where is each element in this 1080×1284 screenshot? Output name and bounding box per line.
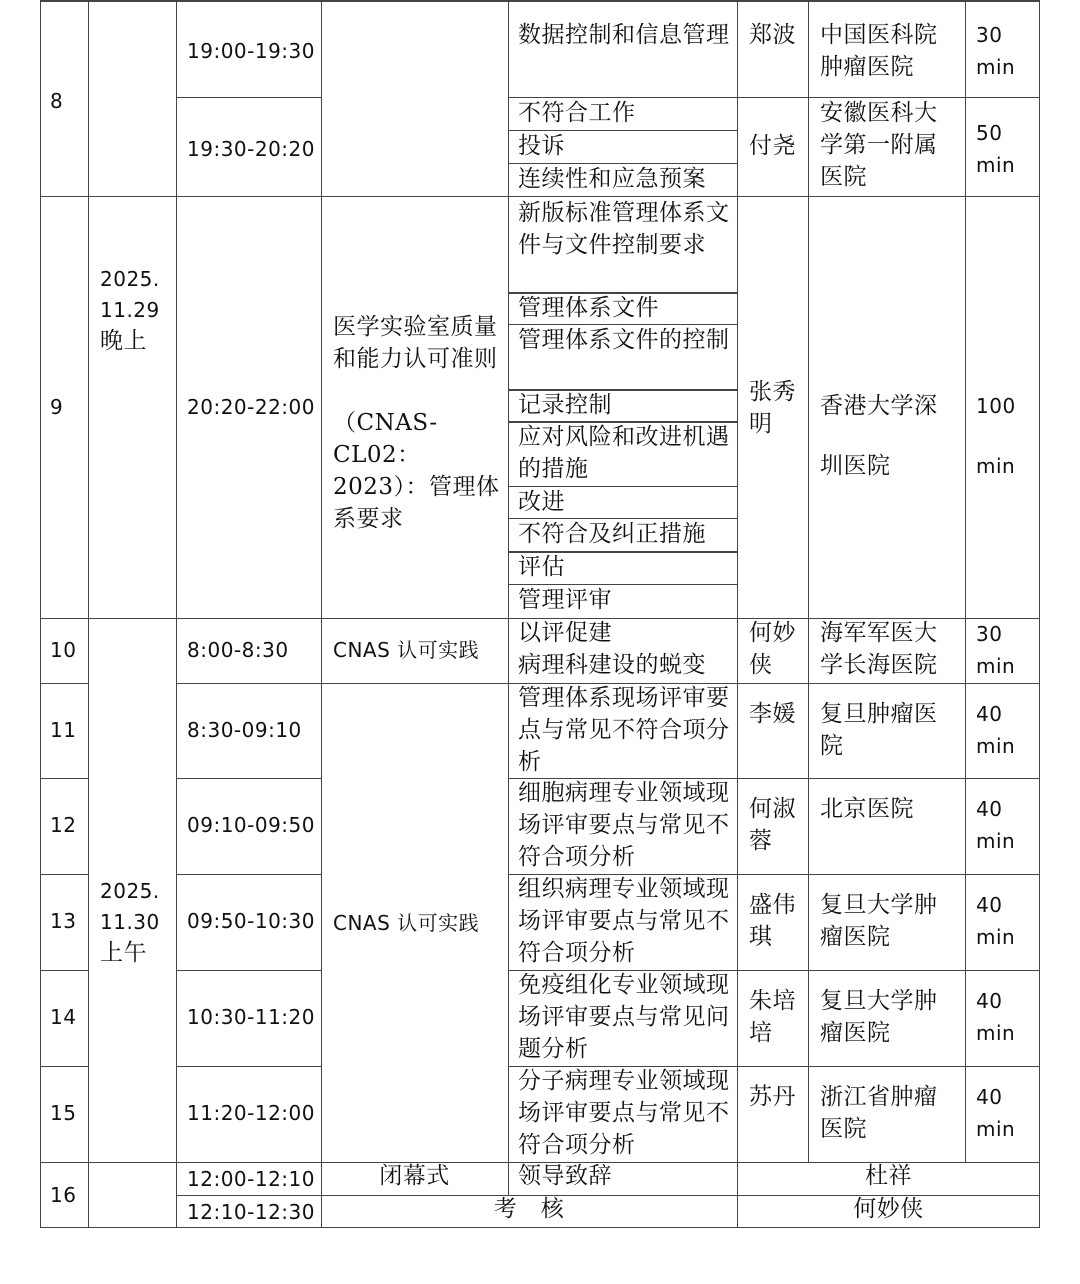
session-topic: 闭幕式	[379, 1163, 450, 1189]
row-divider	[176, 1066, 321, 1067]
time-slot: 10:30-11:20	[187, 1005, 315, 1029]
organization: 复旦大学肿瘤医院	[820, 988, 938, 1046]
row-divider	[40, 970, 88, 971]
date-period: 晚上	[100, 328, 147, 354]
speaker-name: 何妙侠	[853, 1196, 924, 1222]
row-divider	[176, 97, 321, 98]
row-number: 16	[50, 1183, 77, 1207]
speaker-name: 盛伟琪	[749, 892, 796, 950]
organization: 海军军医大学长海医院	[820, 620, 938, 678]
speaker-name: 何淑蓉	[749, 796, 796, 854]
session-topic-code: （CNAS-CL02：2023）：管理体系要求	[333, 410, 500, 532]
row-divider	[40, 1066, 88, 1067]
row-divider	[176, 970, 321, 971]
date-day: 11.29	[100, 298, 160, 322]
session-content: 管理体系现场评审要点与常见不符合项分析	[518, 685, 730, 775]
row-number: 13	[50, 909, 77, 933]
column-divider	[176, 1, 177, 1227]
organization: 香港大学深圳医院	[820, 393, 938, 479]
organization: 安徽医科大学第一附属医院	[820, 100, 938, 190]
column-divider	[737, 1, 738, 1227]
organization: 复旦大学肿瘤医院	[820, 892, 938, 950]
time-slot: 09:10-09:50	[187, 813, 315, 837]
session-content: 以评促建	[518, 620, 612, 646]
time-slot: 20:20-22:00	[187, 395, 315, 419]
duration: 50 min	[976, 121, 1016, 177]
organization: 中国医科院肿瘤医院	[820, 22, 938, 80]
time-slot: 19:00-19:30	[187, 39, 315, 63]
duration: 40 min	[976, 893, 1016, 949]
time-slot: 8:00-8:30	[187, 638, 289, 662]
session-item: 管理体系文件	[518, 295, 659, 321]
row-divider	[40, 874, 88, 875]
session-content: 分子病理专业领域现场评审要点与常见不符合项分析	[518, 1068, 730, 1158]
date-day: 11.30	[100, 910, 160, 934]
row-divider	[176, 778, 321, 779]
session-item: 管理体系文件的控制	[518, 327, 730, 353]
column-divider	[965, 1, 966, 1162]
duration: 30 min	[976, 23, 1016, 79]
row-divider	[40, 1, 1040, 2]
session-item: 投诉	[518, 133, 565, 159]
session-content: 病理科建设的蜕变	[518, 652, 706, 678]
time-slot: 19:30-20:20	[187, 137, 315, 161]
duration: 30 min	[976, 622, 1016, 678]
row-number: 14	[50, 1005, 77, 1029]
time-slot: 09:50-10:30	[187, 909, 315, 933]
session-item: 评估	[518, 554, 565, 580]
column-divider	[321, 1, 322, 1227]
speaker-name: 付尧	[749, 133, 796, 159]
date-year: 2025.	[100, 879, 160, 903]
session-content: 细胞病理专业领域现场评审要点与常见不符合项分析	[518, 780, 730, 870]
session-item: 改进	[518, 489, 565, 515]
row-number: 8	[50, 89, 64, 113]
column-divider	[508, 1, 509, 1195]
speaker-name: 何妙侠	[749, 620, 796, 678]
speaker-name: 杜祥	[865, 1163, 912, 1189]
session-item: 连续性和应急预案	[518, 166, 706, 192]
session-content: 数据控制和信息管理	[518, 22, 730, 48]
row-divider	[40, 778, 88, 779]
row-divider	[176, 874, 321, 875]
time-slot: 11:20-12:00	[187, 1101, 315, 1125]
session-topic: 考 核	[493, 1196, 565, 1222]
speaker-name: 苏丹	[749, 1084, 796, 1110]
row-number: 10	[50, 638, 77, 662]
session-topic: 医学实验室质量和能力认可准则	[333, 314, 498, 372]
row-number: 9	[50, 395, 64, 419]
time-slot: 12:00-12:10	[187, 1167, 315, 1191]
session-topic: CNAS 认可实践	[333, 911, 480, 935]
date-year: 2025.	[100, 267, 160, 291]
time-slot: 8:30-09:10	[187, 718, 302, 742]
duration: 40 min	[976, 1085, 1016, 1141]
organization: 复旦肿瘤医院	[820, 701, 938, 759]
speaker-name: 李媛	[749, 701, 796, 727]
session-content: 免疫组化专业领域现场评审要点与常见问题分析	[518, 972, 730, 1062]
speaker-name: 张秀明	[749, 379, 796, 437]
row-divider	[40, 683, 88, 684]
organization: 浙江省肿瘤医院	[820, 1084, 938, 1142]
duration: 40 min	[976, 989, 1016, 1045]
session-item: 管理评审	[518, 587, 612, 613]
duration: 40 min	[976, 702, 1016, 758]
session-item: 不符合及纠正措施	[518, 521, 706, 547]
column-divider	[808, 1, 809, 1162]
row-number: 11	[50, 718, 77, 742]
duration: 40 min	[976, 797, 1016, 853]
column-divider	[88, 1, 89, 1227]
row-number: 12	[50, 813, 77, 837]
date-period: 上午	[100, 940, 147, 966]
session-item: 新版标准管理体系文件与文件控制要求	[518, 200, 730, 258]
speaker-name: 朱培培	[749, 988, 796, 1046]
time-slot: 12:10-12:30	[187, 1200, 315, 1224]
session-topic: CNAS 认可实践	[333, 638, 480, 662]
session-content: 组织病理专业领域现场评审要点与常见不符合项分析	[518, 876, 730, 966]
session-content: 领导致辞	[518, 1163, 612, 1189]
session-item: 不符合工作	[518, 100, 636, 126]
session-item: 记录控制	[518, 392, 612, 418]
organization: 北京医院	[820, 796, 914, 822]
duration: 100 min	[976, 394, 1016, 478]
speaker-name: 郑波	[749, 22, 796, 48]
row-number: 15	[50, 1101, 77, 1125]
session-item: 应对风险和改进机遇的措施	[518, 424, 730, 482]
